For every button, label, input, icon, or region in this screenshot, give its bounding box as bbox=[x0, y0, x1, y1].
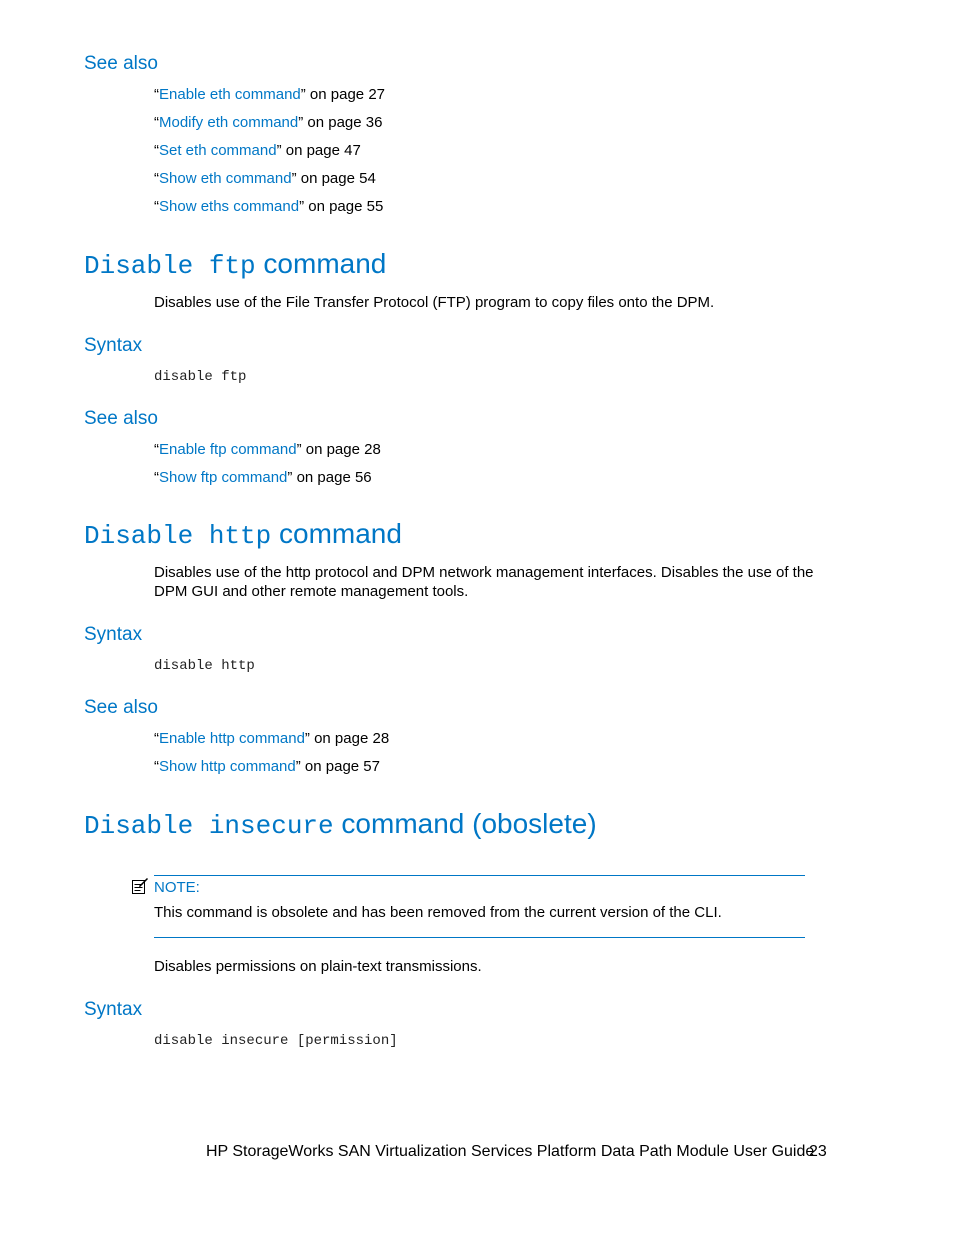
section-description-line-1: Disables use of the http protocol and DPM network management interfaces. Disables the use of the bbox=[154, 564, 814, 581]
reference-item: “Enable http command” on page 28 bbox=[154, 730, 390, 747]
reference-item: “Show eth command” on page 54 bbox=[154, 170, 376, 187]
reference-item: “Set eth command” on page 47 bbox=[154, 142, 361, 159]
see-also-heading: See also bbox=[84, 697, 158, 718]
show-ftp-link[interactable]: Show ftp command bbox=[159, 469, 288, 486]
syntax-heading: Syntax bbox=[84, 999, 143, 1020]
reference-item: “Modify eth command” on page 36 bbox=[154, 114, 383, 131]
syntax-heading: Syntax bbox=[84, 624, 143, 645]
reference-item: “Enable ftp command” on page 28 bbox=[154, 441, 381, 458]
show-eths-link[interactable]: Show eths command bbox=[159, 198, 300, 215]
syntax-code: disable http bbox=[154, 658, 255, 674]
enable-eth-link[interactable]: Enable eth command bbox=[159, 86, 301, 103]
section-description: Disables use of the File Transfer Protocol (FTP) program to copy files onto the DPM. bbox=[154, 294, 715, 311]
show-http-link[interactable]: Show http command bbox=[159, 758, 296, 775]
note-icon bbox=[131, 877, 149, 895]
syntax-code: disable ftp bbox=[154, 369, 247, 385]
section-title-disable-http: Disable http command bbox=[84, 518, 402, 551]
reference-item: “Show eths command” on page 55 bbox=[154, 198, 384, 215]
see-also-heading: See also bbox=[84, 53, 158, 74]
see-also-heading: See also bbox=[84, 408, 158, 429]
reference-item: “Enable eth command” on page 27 bbox=[154, 86, 386, 103]
page-number: 23 bbox=[809, 1143, 827, 1160]
modify-eth-link[interactable]: Modify eth command bbox=[159, 114, 299, 131]
note-bottom-rule bbox=[154, 937, 805, 938]
note-label: NOTE: bbox=[154, 879, 200, 896]
section-title-disable-ftp: Disable ftp command bbox=[84, 248, 387, 281]
syntax-code: disable insecure [permission] bbox=[154, 1033, 398, 1049]
footer-guide-title: HP StorageWorks SAN Virtualization Services Platform Data Path Module User Guide bbox=[206, 1143, 815, 1160]
enable-http-link[interactable]: Enable http command bbox=[159, 730, 305, 747]
set-eth-link[interactable]: Set eth command bbox=[159, 142, 277, 159]
section-description: Disables permissions on plain-text transmissions. bbox=[154, 958, 482, 975]
note-top-rule bbox=[154, 875, 805, 876]
show-eth-link[interactable]: Show eth command bbox=[159, 170, 292, 187]
section-description-line-2: DPM GUI and other remote management tools. bbox=[154, 583, 469, 600]
reference-item: “Show http command” on page 57 bbox=[154, 758, 380, 775]
syntax-heading: Syntax bbox=[84, 335, 143, 356]
note-text: This command is obsolete and has been removed from the current version of the CLI. bbox=[154, 904, 722, 921]
enable-ftp-link[interactable]: Enable ftp command bbox=[159, 441, 297, 458]
reference-item: “Show ftp command” on page 56 bbox=[154, 469, 372, 486]
section-title-disable-insecure: Disable insecure command (oboslete) bbox=[84, 808, 597, 841]
